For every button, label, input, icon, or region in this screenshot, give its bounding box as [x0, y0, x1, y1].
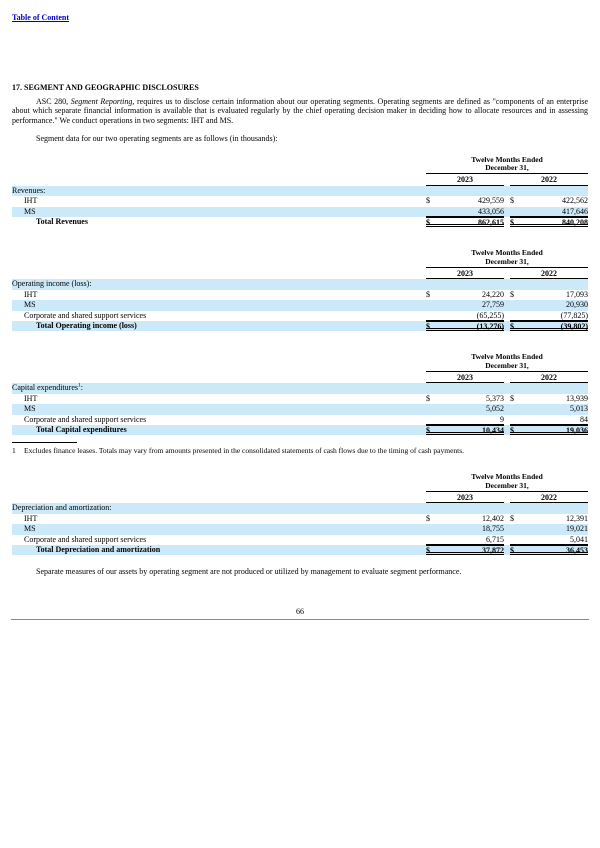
amount-group-2022	[510, 196, 588, 206]
row-label: Depreciation and amortization:	[12, 503, 112, 513]
period-line-1: Twelve Months Ended	[471, 472, 543, 482]
segment-data-intro: Segment data for our two operating segments are as follows (in thousands):	[36, 134, 278, 144]
amount-value: 19,021	[566, 524, 588, 534]
row-label: MS	[24, 404, 36, 414]
amount-group-2022	[510, 207, 588, 217]
currency-symbol: $	[426, 217, 430, 227]
currency-symbol	[510, 404, 524, 414]
amount-group-2023	[426, 217, 504, 227]
table-row	[12, 394, 588, 404]
amount-group-2022	[510, 425, 588, 435]
year-column-2022: 2022	[510, 269, 588, 280]
currency-symbol	[426, 300, 440, 310]
row-label: Operating income (loss):	[12, 279, 92, 289]
currency-symbol	[426, 383, 440, 393]
amount-group-2022	[510, 290, 588, 300]
amount-value: (39,802)	[560, 321, 588, 331]
amount-value: 20,930	[566, 300, 588, 310]
table-row	[12, 217, 588, 227]
currency-symbol	[510, 535, 524, 544]
table-row	[12, 535, 588, 545]
period-header	[426, 473, 588, 492]
table-row	[12, 545, 588, 555]
currency-symbol	[510, 300, 524, 310]
amount-value: 429,559	[478, 196, 504, 206]
row-label: Total Depreciation and amortization	[36, 545, 161, 555]
capital-expenditures-table	[12, 353, 588, 435]
intro-text-italic: Segment Reporting	[70, 97, 133, 106]
period-line-1: Twelve Months Ended	[471, 154, 543, 164]
table-row	[12, 290, 588, 300]
amount-group-2022	[510, 300, 588, 310]
table-row	[12, 196, 588, 206]
currency-symbol: $	[510, 289, 514, 299]
currency-symbol	[510, 503, 524, 513]
currency-symbol	[426, 186, 440, 196]
row-label: IHT	[24, 393, 38, 403]
currency-symbol	[510, 186, 524, 196]
amount-value: 19,036	[566, 425, 588, 435]
assets-note-paragraph: Separate measures of our assets by operating segment are not produced or utilized by management to evaluate segment performance.	[36, 567, 462, 577]
currency-symbol: $	[426, 196, 430, 206]
revenues-table	[12, 156, 588, 228]
table-row	[12, 383, 588, 393]
amount-group-2023	[426, 503, 504, 513]
table-header-row	[12, 156, 588, 175]
currency-symbol	[510, 207, 524, 216]
amount-value	[440, 503, 504, 513]
amount-value: 18,755	[482, 524, 504, 534]
currency-symbol: $	[510, 217, 514, 227]
footnote-divider	[12, 442, 77, 443]
amount-group-2022	[510, 394, 588, 404]
amount-group-2022	[510, 279, 588, 289]
period-header	[426, 353, 588, 372]
table-row	[12, 186, 588, 196]
amount-value: 840,208	[562, 217, 588, 227]
amount-group-2023	[426, 300, 504, 310]
table-year-row	[12, 492, 588, 504]
row-label: MS	[24, 300, 36, 310]
amount-value	[440, 279, 504, 289]
footnote	[12, 446, 588, 455]
table-header-row	[12, 249, 588, 268]
amount-value: 10,434	[482, 425, 504, 435]
period-line-2: December 31,	[485, 480, 529, 490]
row-label: Corporate and shared support services	[24, 310, 147, 320]
row-label: IHT	[24, 196, 38, 206]
year-column-2023: 2023	[426, 373, 504, 384]
depreciation-amortization-table	[12, 473, 588, 555]
amount-group-2022	[510, 186, 588, 196]
table-row	[12, 524, 588, 534]
currency-symbol: $	[426, 546, 430, 556]
amount-value	[440, 383, 504, 393]
row-label: Total Operating income (loss)	[36, 320, 137, 330]
currency-symbol	[426, 503, 440, 513]
intro-paragraph	[12, 97, 588, 125]
amount-value: 422,562	[562, 196, 588, 206]
currency-symbol	[426, 524, 440, 534]
currency-symbol	[426, 311, 440, 320]
amount-group-2022	[510, 535, 588, 545]
amount-group-2022	[510, 524, 588, 534]
amount-value	[524, 503, 588, 513]
amount-value: 12,402	[482, 513, 504, 523]
amount-group-2022	[510, 545, 588, 555]
period-line-2: December 31,	[485, 256, 529, 266]
amount-group-2022	[510, 404, 588, 414]
amount-value: 5,041	[570, 534, 588, 544]
intro-text-post: , requires us to disclose certain information about our operating segments. Operating segments are defined as "components of an enterprise about which separate financial information is available that is evaluated regularly by the chief operating decision maker in deciding how to allocate resources and in assessing performance." We conduct operations in two segments: IHT and MS.	[12, 97, 589, 125]
currency-symbol: $	[510, 546, 514, 556]
footer-divider	[11, 619, 589, 620]
table-of-content-link[interactable]: Table of Content	[12, 13, 70, 22]
amount-group-2022	[510, 383, 588, 393]
page-content	[0, 83, 600, 620]
table-row	[12, 503, 588, 513]
row-label: Corporate and shared support services	[24, 534, 147, 544]
amount-group-2022	[510, 217, 588, 227]
period-line-1: Twelve Months Ended	[471, 352, 543, 362]
year-column-2022: 2022	[510, 493, 588, 504]
amount-value: 9	[500, 414, 504, 424]
amount-value: (13,276)	[476, 321, 504, 331]
intro-text-pre: ASC 280,	[36, 97, 71, 106]
amount-value	[524, 279, 588, 289]
amount-value: 17,093	[566, 289, 588, 299]
table-year-row	[12, 174, 588, 186]
amount-value: 84	[580, 414, 588, 424]
currency-symbol	[510, 415, 524, 424]
row-label: IHT	[24, 289, 38, 299]
currency-symbol	[510, 311, 524, 320]
amount-group-2022	[510, 514, 588, 524]
table-row	[12, 415, 588, 425]
year-column-2022: 2022	[510, 373, 588, 384]
amount-group-2023	[426, 279, 504, 289]
amount-group-2023	[426, 290, 504, 300]
table-year-row	[12, 372, 588, 384]
amount-value: 5,373	[486, 393, 504, 403]
table-row	[12, 404, 588, 414]
amount-value: 433,056	[478, 206, 504, 216]
amount-group-2023	[426, 394, 504, 404]
amount-value: 24,220	[482, 289, 504, 299]
amount-value	[440, 186, 504, 196]
amount-value: 27,759	[482, 300, 504, 310]
table-row	[12, 425, 588, 435]
amount-value	[524, 186, 588, 196]
amount-group-2022	[510, 321, 588, 331]
period-line-1: Twelve Months Ended	[471, 248, 543, 258]
amount-group-2023	[426, 383, 504, 393]
amount-group-2023	[426, 524, 504, 534]
currency-symbol: $	[426, 289, 430, 299]
currency-symbol	[510, 279, 524, 289]
table-row	[12, 514, 588, 524]
amount-group-2022	[510, 415, 588, 425]
amount-value: 13,939	[566, 393, 588, 403]
currency-symbol: $	[510, 513, 514, 523]
amount-value: 5,013	[570, 404, 588, 414]
currency-symbol: $	[426, 321, 430, 331]
amount-group-2023	[426, 207, 504, 217]
table-header-row	[12, 353, 588, 372]
amount-value: 12,391	[566, 513, 588, 523]
table-row	[12, 321, 588, 331]
row-label: MS	[24, 524, 36, 534]
amount-group-2023	[426, 415, 504, 425]
amount-group-2023	[426, 514, 504, 524]
period-line-2: December 31,	[485, 360, 529, 370]
amount-group-2023	[426, 311, 504, 321]
currency-symbol: $	[426, 425, 430, 435]
amount-value: 862,615	[478, 217, 504, 227]
amount-group-2023	[426, 545, 504, 555]
period-header	[426, 249, 588, 268]
table-row	[12, 311, 588, 321]
currency-symbol	[426, 415, 440, 424]
currency-symbol: $	[510, 393, 514, 403]
table-row	[12, 300, 588, 310]
page-number: 66	[296, 606, 304, 616]
currency-symbol	[510, 383, 524, 393]
period-header	[426, 156, 588, 175]
currency-symbol	[426, 535, 440, 544]
table-year-row	[12, 268, 588, 280]
row-label: Corporate and shared support services	[24, 414, 147, 424]
year-column-2022: 2022	[510, 175, 588, 186]
amount-value	[524, 383, 588, 393]
amount-value: 417,646	[562, 206, 588, 216]
currency-symbol: $	[426, 393, 430, 403]
row-label: MS	[24, 206, 36, 216]
amount-value: 5,052	[486, 404, 504, 414]
amount-value: 6,715	[486, 534, 504, 544]
year-column-2023: 2023	[426, 269, 504, 280]
amount-group-2023	[426, 425, 504, 435]
row-label: Total Capital expenditures	[36, 424, 127, 434]
amount-group-2022	[510, 503, 588, 513]
footnote-number: 1	[12, 446, 16, 456]
currency-symbol	[426, 207, 440, 216]
amount-value: 37,872	[482, 546, 504, 556]
amount-group-2023	[426, 196, 504, 206]
row-label: Total Revenues	[36, 216, 88, 226]
footnote-text: Excludes finance leases. Totals may vary from amounts presented in the consolidated statements of cash flows due to the timing of cash payments.	[24, 446, 465, 456]
operating-income-table	[12, 249, 588, 331]
footnote-reference: 1	[77, 383, 81, 389]
table-header-row	[12, 473, 588, 492]
amount-value: (77,825)	[560, 310, 588, 320]
currency-symbol: $	[426, 513, 430, 523]
row-label: Capital expenditures$^1$:	[12, 383, 83, 393]
amount-value: 36,453	[566, 546, 588, 556]
table-row	[12, 207, 588, 217]
amount-value: (65,255)	[476, 310, 504, 320]
year-column-2023: 2023	[426, 175, 504, 186]
amount-group-2023	[426, 186, 504, 196]
amount-group-2023	[426, 321, 504, 331]
amount-group-2023	[426, 535, 504, 545]
currency-symbol	[426, 404, 440, 414]
section-heading: 17. SEGMENT AND GEOGRAPHIC DISCLOSURES	[12, 83, 199, 92]
currency-symbol: $	[510, 321, 514, 331]
row-label: IHT	[24, 513, 38, 523]
currency-symbol: $	[510, 196, 514, 206]
table-row	[12, 279, 588, 289]
currency-symbol	[426, 279, 440, 289]
period-line-2: December 31,	[485, 162, 529, 172]
year-column-2023: 2023	[426, 493, 504, 504]
amount-group-2022	[510, 311, 588, 321]
row-label: Revenues:	[12, 185, 46, 195]
currency-symbol	[510, 524, 524, 534]
currency-symbol: $	[510, 425, 514, 435]
amount-group-2023	[426, 404, 504, 414]
